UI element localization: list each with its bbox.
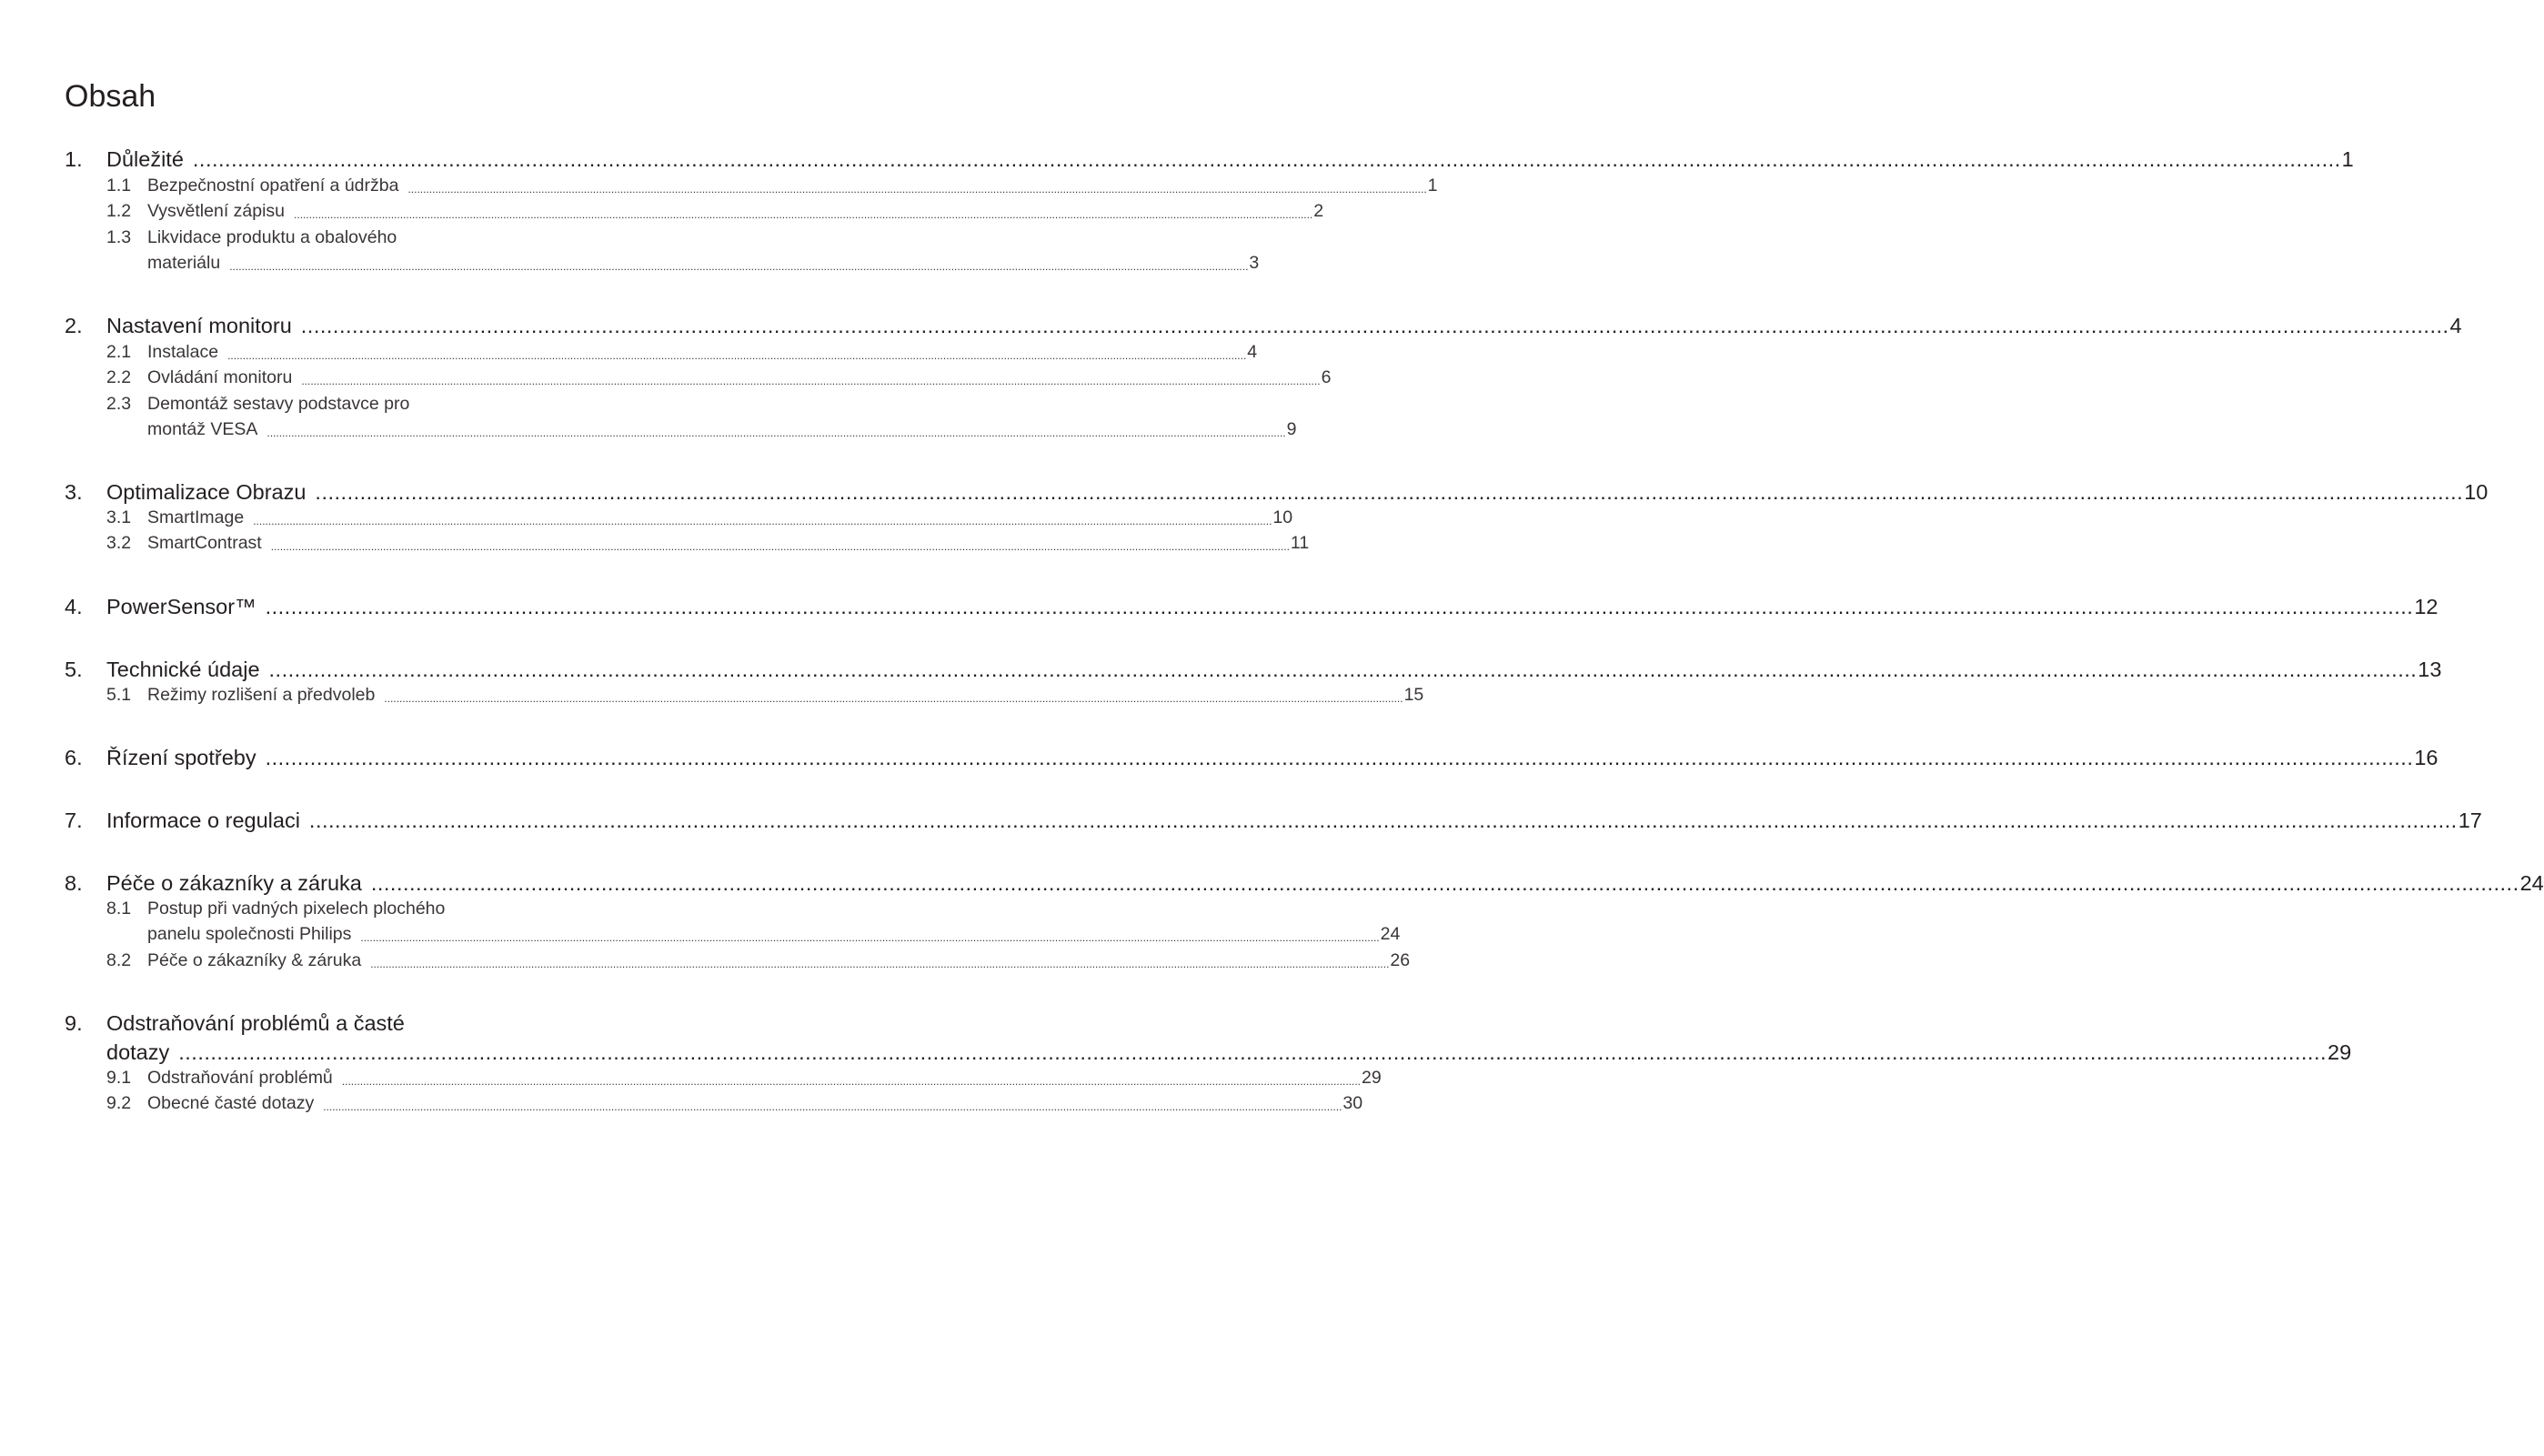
item-number: 8.2	[106, 950, 132, 970]
item-label: Obecné časté dotazy	[147, 1093, 315, 1113]
section-number: 8.	[65, 871, 83, 895]
item-number: 3.2	[106, 533, 132, 553]
page-number: 12	[2414, 595, 2438, 618]
item-label-continued: panelu společnosti Philips	[147, 924, 352, 944]
section-label-continued: dotazy	[106, 1040, 170, 1064]
section-number: 7.	[65, 808, 83, 832]
toc-item-1-3[interactable]	[106, 225, 473, 250]
section-number: 2.	[65, 314, 83, 337]
item-label-continued: montáž VESA	[147, 419, 258, 439]
page-number: 4	[1247, 342, 1258, 362]
page-number: 11	[1290, 533, 1310, 553]
item-number: 9.1	[106, 1068, 132, 1088]
item-label: SmartImage	[147, 507, 245, 527]
toc-section-9-continued[interactable]	[106, 1038, 2352, 1067]
dot-leader: ................................................................................................................................................................................................................................................................................................................................................	[407, 183, 1427, 196]
page-number: 15	[1403, 685, 1424, 705]
item-number: 1.1	[106, 176, 132, 196]
toc-item-2-3-continued[interactable]	[147, 417, 1297, 442]
item-label: Postup při vadných pixelech plochého	[147, 899, 446, 919]
section-label: Důležité	[106, 147, 184, 171]
item-label: Instalace	[147, 342, 219, 362]
item-label: Bezpečnostní opatření a údržba	[147, 176, 399, 196]
toc-item-3-2[interactable]	[106, 530, 1310, 556]
section-label: Optimalizace Obrazu	[106, 480, 307, 504]
item-label: Péče o zákazníky & záruka	[147, 950, 362, 970]
page-number: 10	[2464, 480, 2489, 504]
section-label: PowerSensor™	[106, 595, 256, 618]
page-number: 1	[2341, 147, 2354, 171]
page-number: 24	[1380, 924, 1401, 944]
page-number: 29	[1362, 1068, 1382, 1088]
toc-section-2[interactable]	[65, 311, 2462, 340]
dot-leader: ................................................................................................................................................................................................................................................................................................................................................	[308, 808, 2458, 832]
toc-section-9[interactable]	[65, 1009, 473, 1038]
toc-item-8-2[interactable]	[106, 948, 1411, 973]
section-label: Odstraňování problémů a časté	[106, 1011, 405, 1035]
toc-section-4[interactable]	[65, 592, 2438, 621]
item-number: 2.1	[106, 342, 132, 362]
toc-section-6[interactable]	[65, 743, 2438, 772]
section-number: 1.	[65, 147, 83, 171]
page-title: Obsah	[65, 79, 156, 114]
dot-leader: ................................................................................................................................................................................................................................................................................................................................................	[227, 349, 1247, 362]
item-label: SmartContrast	[147, 533, 262, 553]
dot-leader: ................................................................................................................................................................................................................................................................................................................................................	[192, 147, 2341, 171]
dot-leader: ................................................................................................................................................................................................................................................................................................................................................	[301, 375, 1321, 387]
dot-leader: ................................................................................................................................................................................................................................................................................................................................................	[360, 931, 1380, 944]
dot-leader: ................................................................................................................................................................................................................................................................................................................................................	[229, 260, 1249, 273]
page-number: 3	[1249, 253, 1260, 273]
page-number: 10	[1272, 507, 1293, 527]
toc-item-3-1[interactable]	[106, 505, 1293, 530]
page-number: 13	[2418, 658, 2442, 681]
page-number: 24	[2519, 871, 2544, 895]
toc-item-9-2[interactable]	[106, 1090, 1363, 1116]
item-number: 1.3	[106, 227, 132, 247]
page-number: 29	[2328, 1040, 2352, 1064]
item-label-continued: materiálu	[147, 253, 221, 273]
dot-leader: ................................................................................................................................................................................................................................................................................................................................................	[178, 1040, 2328, 1064]
dot-leader: ................................................................................................................................................................................................................................................................................................................................................	[370, 958, 1390, 970]
dot-leader: ................................................................................................................................................................................................................................................................................................................................................	[268, 658, 2418, 681]
toc-item-1-1[interactable]	[106, 173, 1438, 198]
dot-leader: ................................................................................................................................................................................................................................................................................................................................................	[265, 746, 2414, 769]
toc-item-2-2[interactable]	[106, 365, 1332, 390]
item-label: Režimy rozlišení a předvoleb	[147, 685, 376, 705]
page-number: 9	[1286, 419, 1297, 439]
dot-leader: ................................................................................................................................................................................................................................................................................................................................................	[370, 871, 2519, 895]
section-label: Technické údaje	[106, 658, 260, 681]
page-number: 1	[1427, 176, 1438, 196]
toc-item-5-1[interactable]	[106, 682, 1424, 708]
toc-section-1[interactable]	[65, 145, 2354, 174]
toc-item-9-1[interactable]	[106, 1065, 1382, 1090]
dot-leader: ................................................................................................................................................................................................................................................................................................................................................	[323, 1100, 1342, 1113]
section-number: 6.	[65, 746, 83, 769]
section-label: Péče o zákazníky a záruka	[106, 871, 362, 895]
section-label: Informace o regulaci	[106, 808, 300, 832]
toc-item-8-1-continued[interactable]	[147, 921, 1401, 947]
toc-section-7[interactable]	[65, 806, 2482, 835]
page-number: 4	[2449, 314, 2462, 337]
item-label: Ovládání monitoru	[147, 367, 293, 387]
item-number: 8.1	[106, 899, 132, 919]
toc-section-3[interactable]	[65, 477, 2489, 507]
toc-section-5[interactable]	[65, 655, 2442, 684]
dot-leader: ................................................................................................................................................................................................................................................................................................................................................	[315, 480, 2464, 504]
item-number: 2.3	[106, 394, 132, 414]
page-number: 16	[2414, 746, 2438, 769]
section-label: Nastavení monitoru	[106, 314, 292, 337]
item-label: Odstraňování problémů	[147, 1068, 333, 1088]
toc-section-8[interactable]	[65, 869, 2544, 898]
item-number: 3.1	[106, 507, 132, 527]
item-label: Demontáž sestavy podstavce pro	[147, 394, 410, 414]
section-number: 9.	[65, 1011, 83, 1035]
dot-leader: ................................................................................................................................................................................................................................................................................................................................................	[300, 314, 2449, 337]
toc-item-1-2[interactable]	[106, 198, 1324, 224]
page-number: 17	[2458, 808, 2482, 832]
page-number: 2	[1313, 201, 1324, 221]
toc-item-8-1[interactable]	[106, 896, 473, 921]
section-number: 5.	[65, 658, 83, 681]
page-number: 30	[1342, 1093, 1363, 1113]
section-label: Řízení spotřeby	[106, 746, 256, 769]
dot-leader: ................................................................................................................................................................................................................................................................................................................................................	[270, 540, 1290, 553]
dot-leader: ................................................................................................................................................................................................................................................................................................................................................	[253, 515, 1272, 527]
section-number: 3.	[65, 480, 83, 504]
dot-leader: ................................................................................................................................................................................................................................................................................................................................................	[294, 208, 1313, 221]
page-number: 26	[1390, 950, 1411, 970]
item-label: Vysvětlení zápisu	[147, 201, 286, 221]
item-number: 9.2	[106, 1093, 132, 1113]
section-number: 4.	[65, 595, 83, 618]
dot-leader: ................................................................................................................................................................................................................................................................................................................................................	[265, 595, 2414, 618]
item-number: 1.2	[106, 201, 132, 221]
dot-leader: ................................................................................................................................................................................................................................................................................................................................................	[384, 692, 1403, 705]
item-number: 5.1	[106, 685, 132, 705]
item-number: 2.2	[106, 367, 132, 387]
page-number: 6	[1321, 367, 1332, 387]
toc-item-1-3-continued[interactable]	[147, 250, 1260, 276]
dot-leader: ................................................................................................................................................................................................................................................................................................................................................	[266, 427, 1286, 439]
toc-item-2-3[interactable]	[106, 391, 473, 417]
toc-item-2-1[interactable]	[106, 339, 1258, 365]
item-label: Likvidace produktu a obalového	[147, 227, 397, 247]
dot-leader: ................................................................................................................................................................................................................................................................................................................................................	[341, 1075, 1361, 1088]
